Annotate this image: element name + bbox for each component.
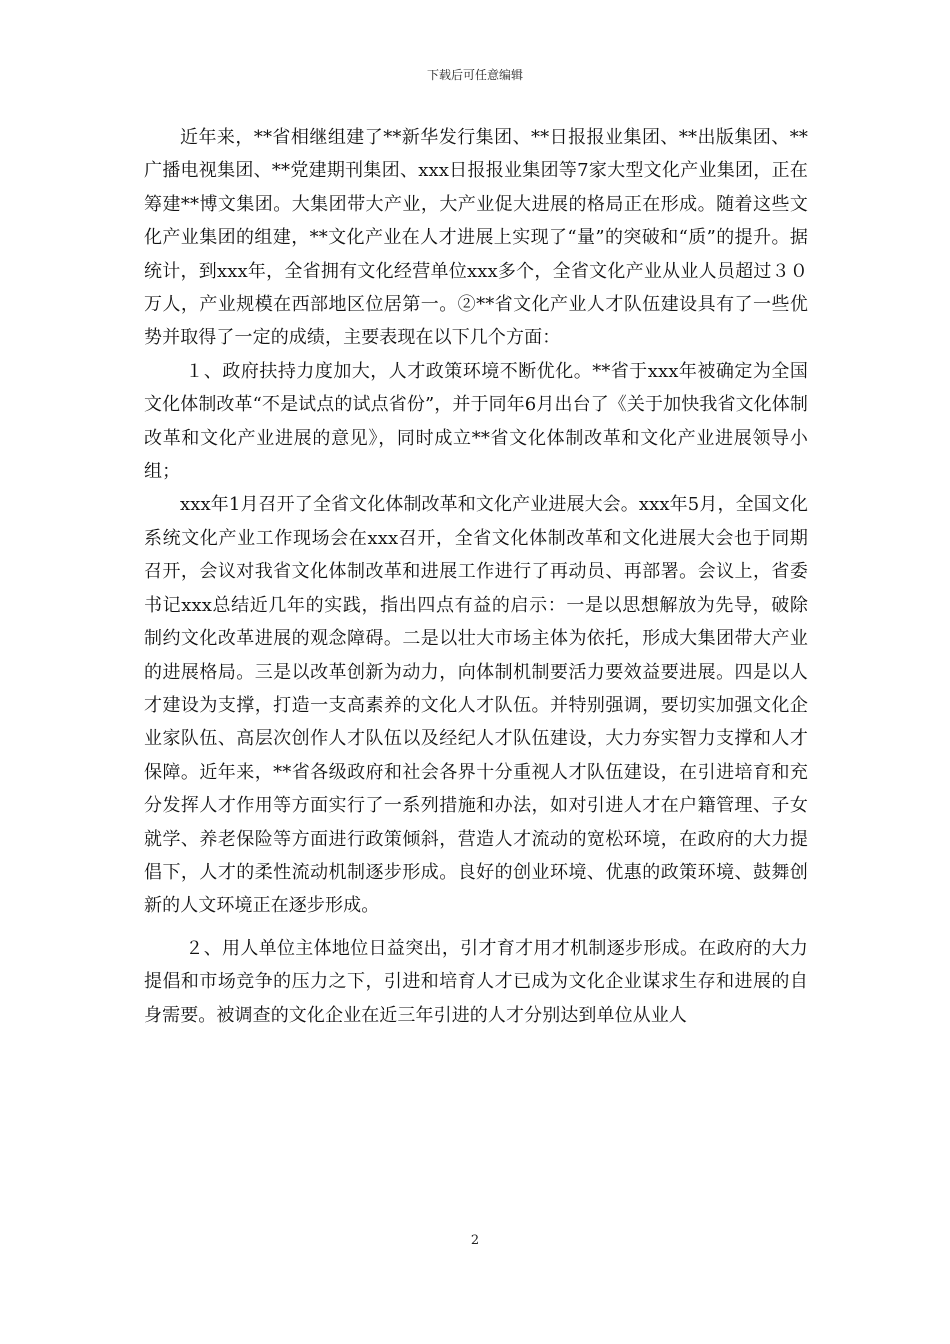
page-header: 下载后可任意编辑 bbox=[426, 68, 523, 82]
paragraph-conference: xxx年1月召开了全省文化体制改革和文化产业进展大会。xxx年5月，全国文化系统文化产业工作现场会在xxx召开，全省文化体制改革和文化进展大会也于同期召开，会议对我省文化体制改革和进展工作进行了再动员、再部署。会议上，省委书记xxx总结近几年的实践，指出四点有益的启示：一是以思想解放为先导，破除制约文化改革进展的观念障碍。二是以壮大市场主体为依托，形成大集团带大产业的进展格局。三是以改革创新为动力，向体制机制要活力要效益要进展。四是以人才建设为支撑，打造一支高素养的文化人才队伍。并特别强调，要切实加强文化企业家队伍、高层次创作人才队伍以及经纪人才队伍建设，大力夯实智力支撑和人才保障。近年来，**省各级政府和社会各界十分重视人才队伍建设，在引进培育和充分发挥人才作用等方面实行了一系列措施和办法，如对引进人才在户籍管理、子女就学、养老保险等方面进行政策倾斜，营造人才流动的宽松环境，在政府的大力提倡下，人才的柔性流动机制逐步形成。良好的创业环境、优惠的政策环境、鼓舞创新的人文环境正在逐步形成。 bbox=[144, 494, 808, 917]
paragraph-intro: 近年来，**省相继组建了**新华发行集团、**日报报业集团、**出版集团、**广播电视集团、**党建期刊集团、xxx日报报业集团等7家大型文化产业集团，正在筹建**博文集团。大集团带大产业，大产业促大进展的格局正在形成。随着这些文化产业集团的组建，**文化产业在人才进展上实现了“量”的突破和“质”的提升。据统计，到xxx年，全省拥有文化经营单位xxx多个，全省文化产业从业人员超过３０万人，产业规模在西部地区位居第一。②**省文化产业人才队伍建设具有了一些优势并取得了一定的成绩，主要表现在以下几个方面： bbox=[144, 127, 808, 349]
paragraph-point-1: １、政府扶持力度加大，人才政策环境不断优化。**省于xxx年被确定为全国文化体制改革“不是试点的试点省份”，并于同年6月出台了《关于加快我省文化体制改革和文化产业进展的意见》，同时成立**省文化体制改革和文化产业进展领导小组； bbox=[144, 360, 808, 483]
page-number: 2 bbox=[470, 1233, 480, 1248]
document-body bbox=[144, 121, 808, 1032]
paragraph-point-2: ２、用人单位主体地位日益突出，引才育才用才机制逐步形成。在政府的大力提倡和市场竞争的压力之下，引进和培育人才已成为文化企业谋求生存和进展的自身需要。被调查的文化企业在近三年引进的人才分别达到单位从业人 bbox=[144, 937, 808, 1026]
